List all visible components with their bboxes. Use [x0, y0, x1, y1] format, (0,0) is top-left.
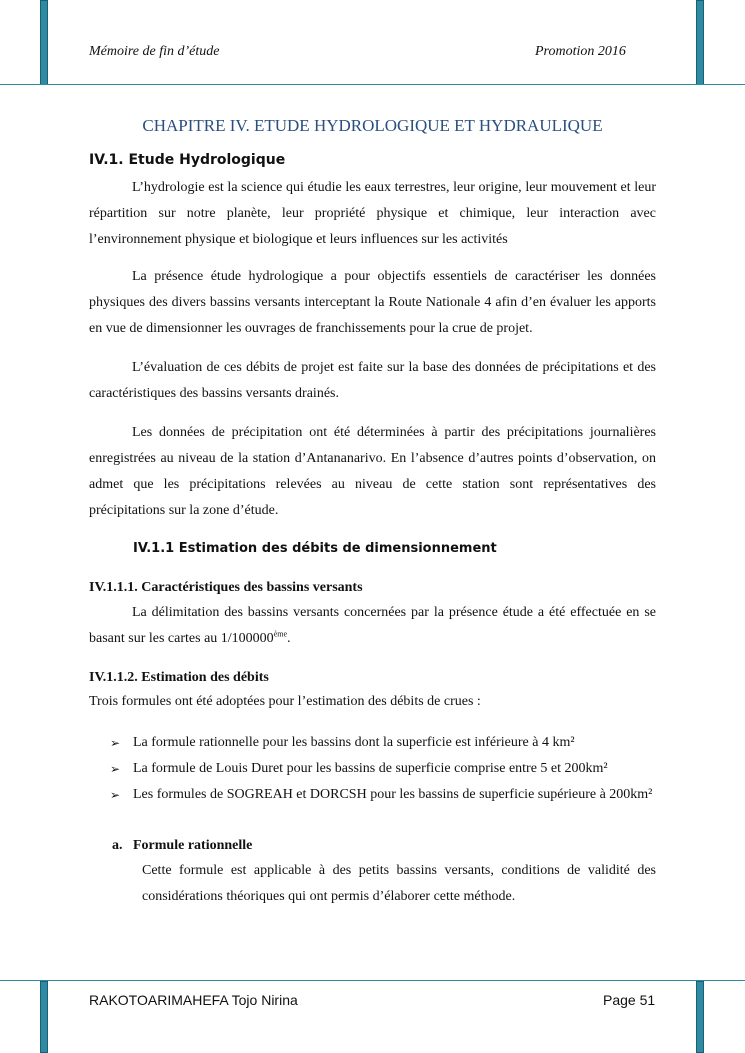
formula-a-title: Formule rationnelle — [133, 838, 253, 853]
list-item — [110, 756, 670, 782]
formula-a-label: a. — [112, 838, 123, 853]
arrow-bullet-icon: ➢ — [110, 788, 121, 802]
footer-left-bar — [40, 981, 48, 1053]
list-item — [110, 730, 670, 756]
footer-author: RAKOTOARIMAHEFA Tojo Nirina — [89, 992, 298, 1008]
bullet-text: Les formules de SOGREAH et DORCSH pour les bassins de superficie supérieure à 200km² — [133, 787, 653, 802]
bullet-text: La formule rationnelle pour les bassins dont la superficie est inférieure à 4 km² — [133, 735, 575, 750]
delimitation-text: La délimitation des bassins versants concernées par la présence étude a été effectuée en se basant sur les cartes au 1/100000 — [89, 605, 656, 646]
subsection-title: IV.1.1 Estimation des débits de dimensionnement — [133, 541, 497, 556]
footer-rule — [0, 980, 745, 981]
chapter-title: CHAPITRE IV. ETUDE HYDROLOGIQUE ET HYDRAULIQUE — [142, 116, 603, 135]
subsubsection-title-characteristics: IV.1.1.1. Caractéristiques des bassins versants — [89, 580, 363, 595]
paragraph-precipitation: Les données de précipitation ont été déterminées à partir des précipitations journalières enregistrées au niveau de la station d’Antananarivo. En l’absence d’autres points d’observation, on admet que les précipitations relevées au niveau de cette station sont représentatives des précipitations sur la zone d’étude. — [89, 425, 656, 518]
paragraph-formulas-intro: Trois formules ont été adoptées pour l’estimation des débits de crues : — [89, 694, 481, 709]
footer-page-number: Page 51 — [603, 992, 656, 1008]
header-right-text: Promotion 2016 — [535, 44, 626, 59]
delimitation-end: . — [287, 631, 291, 646]
header-left-text: Mémoire de fin d’étude — [89, 44, 220, 59]
paragraph-delimitation — [89, 600, 656, 652]
footer-right-bar — [696, 981, 704, 1053]
subsubsection-title-estimation: IV.1.1.2. Estimation des débits — [89, 670, 269, 685]
paragraph-hydrology: L’hydrologie est la science qui étudie les eaux terrestres, leur origine, leur mouvement et leur répartition sur notre planète, leur propriété physique et chimique, leur interaction avec l’environnement physique et biologique et leurs influences sur les activités — [89, 180, 656, 247]
section-title: IV.1. Etude Hydrologique — [89, 152, 286, 168]
bullet-text: La formule de Louis Duret pour les bassins de superficie comprise entre 5 et 200km² — [133, 761, 608, 776]
header-left-bar — [40, 0, 48, 85]
paragraph-evaluation: L’évaluation de ces débits de projet est faite sur la base des données de précipitations et des caractéristiques des bassins versants drainés. — [89, 360, 656, 401]
header-rule — [0, 84, 745, 85]
arrow-bullet-icon: ➢ — [110, 762, 121, 776]
header-right-bar — [696, 0, 704, 85]
formula-list — [110, 730, 670, 808]
paragraph-objectives: La présence étude hydrologique a pour objectifs essentiels de caractériser les données physiques des divers bassins versants interceptant la Route Nationale 4 afin d’en évaluer les apports en vue de dimensionner les ouvrages de franchissements pour la crue de projet. — [89, 269, 656, 336]
list-item — [110, 782, 663, 808]
arrow-bullet-icon: ➢ — [110, 736, 121, 750]
delimitation-superscript: ème — [273, 629, 288, 639]
paragraph-formula-a: Cette formule est applicable à des petits bassins versants, conditions de validité des considérations théoriques qui ont permis d’élaborer cette méthode. — [142, 863, 656, 904]
